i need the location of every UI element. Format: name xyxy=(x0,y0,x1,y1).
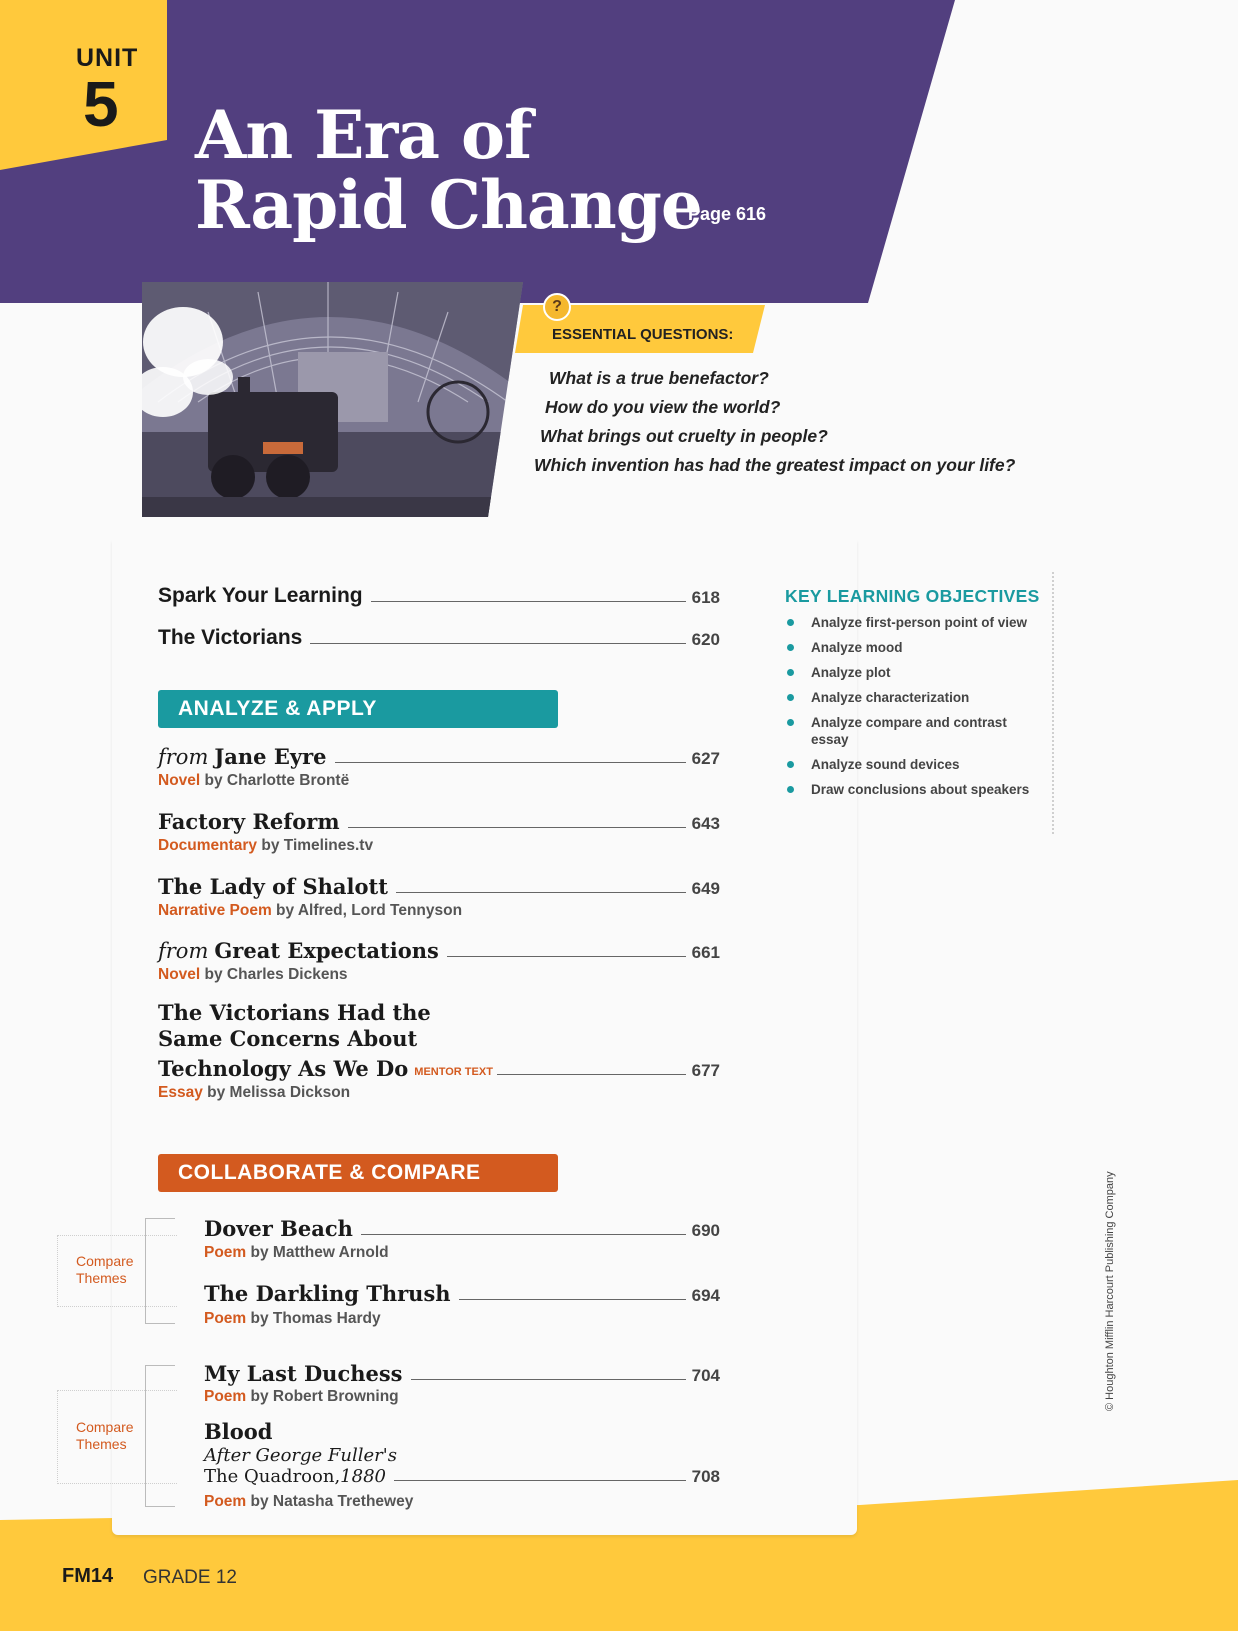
page-title-line-2: Rapid Change xyxy=(195,166,702,244)
leader-line xyxy=(371,601,686,602)
leader-line xyxy=(348,827,686,828)
toc-title: My Last Duchess xyxy=(204,1361,403,1386)
toc-byline xyxy=(158,837,373,855)
unit-label: UNIT xyxy=(76,44,139,72)
toc-byline xyxy=(204,1244,389,1262)
compare-label: Compare xyxy=(76,1253,134,1269)
objective-item: Draw conclusions about speakers xyxy=(785,781,1050,798)
analyze-apply-header: ANALYZE & APPLY xyxy=(158,690,558,728)
toc-page: 677 xyxy=(691,1061,720,1080)
toc-entry-victorians-technology[interactable] xyxy=(158,1056,720,1081)
toc-page: 708 xyxy=(691,1467,720,1486)
toc-entry-dover-beach[interactable] xyxy=(204,1216,720,1241)
toc-byline xyxy=(158,772,349,790)
toc-entry-victorians[interactable] xyxy=(158,626,720,650)
toc-page: 704 xyxy=(691,1366,720,1385)
toc-subtitle-line-2: The Quadroon, xyxy=(204,1466,341,1487)
question-icon: ? xyxy=(543,293,571,321)
footer-page-number: FM14 xyxy=(62,1565,114,1587)
toc-genre: Poem xyxy=(204,1244,247,1261)
compare-themes-box xyxy=(57,1235,177,1307)
toc-byline xyxy=(204,1388,399,1406)
key-objectives-list xyxy=(785,614,1050,806)
toc-subtitle-line-1: After George Fuller's xyxy=(204,1445,397,1466)
toc-title-line-3: Technology As We Do xyxy=(158,1056,409,1081)
essential-question-2: How do you view the world? xyxy=(545,397,781,417)
toc-entry-jane-eyre[interactable] xyxy=(158,744,720,769)
toc-entry-factory-reform[interactable] xyxy=(158,809,720,834)
toc-page: 661 xyxy=(691,943,720,962)
toc-genre: Documentary xyxy=(158,837,258,854)
toc-title-line-1: The Victorians Had the xyxy=(158,1000,431,1025)
essential-questions-label: ESSENTIAL QUESTIONS: xyxy=(552,326,734,343)
toc-entry-blood[interactable] xyxy=(204,1466,720,1487)
leader-line xyxy=(459,1299,686,1300)
toc-prefix: from xyxy=(158,939,209,963)
footer-grade: GRADE 12 xyxy=(143,1567,237,1588)
toc-byline xyxy=(158,1084,350,1102)
toc-entry-spark[interactable] xyxy=(158,584,720,608)
objective-item: Analyze first-person point of view xyxy=(785,614,1050,631)
train-station-illustration xyxy=(138,282,523,517)
toc-author: by Matthew Arnold xyxy=(250,1244,389,1261)
themes-label: Themes xyxy=(76,1270,127,1286)
toc-prefix: from xyxy=(158,745,209,769)
objective-item: Analyze sound devices xyxy=(785,756,1050,773)
toc-page: 694 xyxy=(691,1286,720,1305)
toc-entry-my-last-duchess[interactable] xyxy=(204,1361,720,1386)
toc-genre: Poem xyxy=(204,1310,247,1327)
toc-page: 620 xyxy=(691,630,720,649)
leader-line xyxy=(394,1480,686,1481)
toc-genre: Essay xyxy=(158,1084,203,1101)
toc-title: Great Expectations xyxy=(214,938,439,963)
unit-number: 5 xyxy=(83,68,119,140)
toc-title: Dover Beach xyxy=(204,1216,353,1241)
toc-title: The Darkling Thrush xyxy=(204,1281,451,1306)
toc-genre: Narrative Poem xyxy=(158,902,272,919)
leader-line xyxy=(310,643,685,644)
toc-title: The Lady of Shalott xyxy=(158,874,388,899)
toc-author: by Timelines.tv xyxy=(261,837,374,854)
toc-subtitle-year: 1880 xyxy=(340,1466,386,1487)
essential-question-1: What is a true benefactor? xyxy=(549,368,769,388)
toc-author: by Charlotte Brontë xyxy=(204,772,350,789)
objective-item: Analyze mood xyxy=(785,639,1050,656)
toc-genre: Poem xyxy=(204,1388,247,1405)
toc-title: Factory Reform xyxy=(158,809,340,834)
toc-author: by Melissa Dickson xyxy=(207,1084,351,1101)
toc-author: by Robert Browning xyxy=(250,1388,399,1405)
toc-entry-great-expectations[interactable] xyxy=(158,938,720,963)
toc-entry-victorians-technology-title[interactable] xyxy=(158,1000,431,1052)
toc-byline xyxy=(204,1310,381,1328)
leader-line xyxy=(361,1234,686,1235)
compare-label: Compare xyxy=(76,1419,134,1435)
themes-label: Themes xyxy=(76,1436,127,1452)
toc-entry-lady-of-shalott[interactable] xyxy=(158,874,720,899)
leader-line xyxy=(396,892,686,893)
essential-question-4: Which invention has had the greatest impact on your life? xyxy=(534,455,1016,475)
objective-item: Analyze plot xyxy=(785,664,1050,681)
toc-entry-darkling-thrush[interactable] xyxy=(204,1281,720,1306)
toc-page: 627 xyxy=(691,749,720,768)
toc-genre: Novel xyxy=(158,966,201,983)
toc-byline xyxy=(158,966,348,984)
toc-author: by Charles Dickens xyxy=(204,966,348,983)
collaborate-compare-header: COLLABORATE & COMPARE xyxy=(158,1154,558,1192)
toc-genre: Poem xyxy=(204,1493,247,1510)
compare-themes-box xyxy=(57,1390,177,1484)
toc-page: 649 xyxy=(691,879,720,898)
toc-page: 690 xyxy=(691,1221,720,1240)
page-title-line-1: An Era of xyxy=(195,96,532,174)
key-objectives-title: KEY LEARNING OBJECTIVES xyxy=(785,586,1040,606)
toc-author: by Alfred, Lord Tennyson xyxy=(276,902,463,919)
leader-line xyxy=(447,956,686,957)
toc-title-line-2: Same Concerns About xyxy=(158,1026,418,1051)
toc-genre: Novel xyxy=(158,772,201,789)
page-reference: Page 616 xyxy=(688,204,767,224)
toc-title-blood[interactable]: Blood xyxy=(204,1419,273,1444)
objective-item: Analyze compare and contrast essay xyxy=(785,714,1021,748)
leader-line xyxy=(497,1074,686,1075)
toc-byline xyxy=(158,902,462,920)
objectives-divider xyxy=(1052,572,1054,834)
objective-item: Analyze characterization xyxy=(785,689,1050,706)
copyright-notice: © Houghton Mifflin Harcourt Publishing Company xyxy=(1104,1171,1116,1411)
toc-title: Jane Eyre xyxy=(214,744,327,769)
mentor-text-tag: MENTOR TEXT xyxy=(414,1066,493,1078)
leader-line xyxy=(411,1379,686,1380)
toc-title: Spark Your Learning xyxy=(158,584,363,607)
toc-author: by Thomas Hardy xyxy=(250,1310,381,1327)
toc-title: The Victorians xyxy=(158,626,303,649)
toc-page: 618 xyxy=(691,588,720,607)
toc-author: by Natasha Trethewey xyxy=(250,1493,414,1510)
toc-page: 643 xyxy=(691,814,720,833)
essential-question-3: What brings out cruelty in people? xyxy=(540,426,828,446)
leader-line xyxy=(335,762,686,763)
toc-byline xyxy=(204,1493,413,1511)
